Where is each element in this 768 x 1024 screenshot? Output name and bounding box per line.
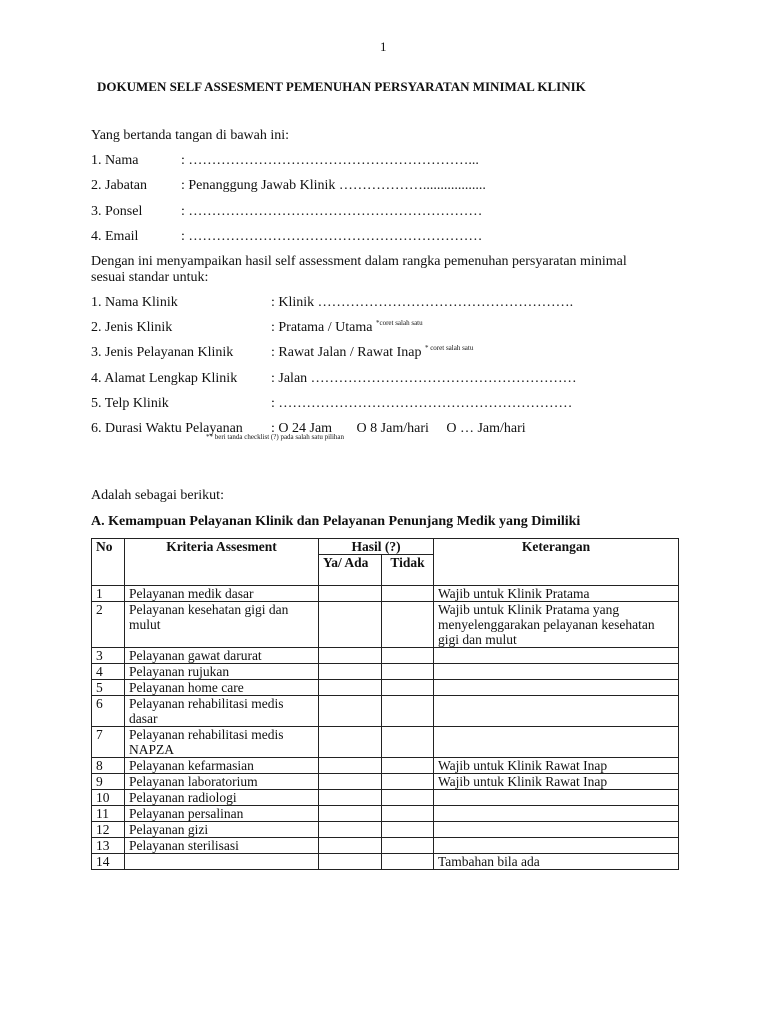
row-tidak-cell[interactable] [382,586,434,602]
table-header-row [92,539,679,555]
header-keterangan: Keterangan [434,539,679,586]
table-row [92,680,679,696]
row-kriteria: Pelayanan kesehatan gigi dan mulut [125,602,319,648]
service-type-label: 3. Jenis Pelayanan Klinik [91,345,234,360]
row-number: 5 [92,680,125,696]
document-title: DOKUMEN SELF ASSESMENT PEMENUHAN PERSYARATAN MINIMAL KLINIK [97,79,586,94]
row-kriteria: Pelayanan medik dasar [125,586,319,602]
signer-position-value: : Penanggung Jawab Klinik ……………….................. [181,178,486,193]
table-row [92,727,679,758]
row-ya-ada-cell[interactable] [319,602,382,648]
table-row [92,664,679,680]
header-tidak: Tidak [382,555,434,586]
clinic-name-label: 1. Nama Klinik [91,295,178,310]
statement-line-1: Dengan ini menyampaikan hasil self assessment dalam rangka pemenuhan persyaratan minimal [91,254,627,269]
row-kriteria: Pelayanan gizi [125,822,319,838]
checklist-note: ** beri tanda checklist (?) pada salah satu pilihan [206,433,345,441]
section-a-title: A. Kemampuan Pelayanan Klinik dan Pelayanan Penunjang Medik yang Dimiliki [91,514,581,529]
signer-email-label: 4. Email [91,229,139,244]
header-kriteria: Kriteria Assesment [125,539,319,586]
row-number: 12 [92,822,125,838]
row-ya-ada-cell[interactable] [319,822,382,838]
row-number: 14 [92,854,125,870]
row-tidak-cell[interactable] [382,758,434,774]
row-keterangan: Wajib untuk Klinik Rawat Inap [434,774,679,790]
row-number: 8 [92,758,125,774]
row-ya-ada-cell[interactable] [319,758,382,774]
row-kriteria: Pelayanan radiologi [125,790,319,806]
row-tidak-cell[interactable] [382,822,434,838]
row-number: 11 [92,806,125,822]
row-ya-ada-cell[interactable] [319,664,382,680]
row-keterangan [434,648,679,664]
row-keterangan [434,806,679,822]
row-keterangan: Wajib untuk Klinik Pratama yang menyelenggarakan pelayanan kesehatan gigi dan mulut [434,602,679,648]
row-ya-ada-cell[interactable] [319,774,382,790]
clinic-type-field [271,320,423,336]
clinic-type-label: 2. Jenis Klinik [91,320,173,335]
phone-label: 5. Telp Klinik [91,396,169,411]
row-number: 13 [92,838,125,854]
assessment-table [91,538,679,870]
row-ya-ada-cell[interactable] [319,854,382,870]
row-kriteria: Pelayanan persalinan [125,806,319,822]
row-tidak-cell[interactable] [382,727,434,758]
row-number: 4 [92,664,125,680]
row-kriteria: Pelayanan sterilisasi [125,838,319,854]
intro-text: Yang bertanda tangan di bawah ini: [91,128,290,143]
table-row [92,806,679,822]
phone-value: : ……………………………………………………… [271,396,573,411]
row-kriteria: Pelayanan home care [125,680,319,696]
row-kriteria: Pelayanan rujukan [125,664,319,680]
statement-line-2: sesuai standar untuk: [91,270,209,285]
signer-phone-value: : ……………………………………………………… [181,204,483,219]
signer-name-value: : ……………………………………………………... [181,153,479,168]
row-keterangan [434,822,679,838]
row-ya-ada-cell[interactable] [319,586,382,602]
row-kriteria: Pelayanan rehabilitasi medis dasar [125,696,319,727]
row-keterangan: Tambahan bila ada [434,854,679,870]
row-keterangan [434,838,679,854]
service-type-note: * coret salah satu [424,344,474,352]
table-row [92,774,679,790]
row-tidak-cell[interactable] [382,838,434,854]
row-tidak-cell[interactable] [382,664,434,680]
row-ya-ada-cell[interactable] [319,838,382,854]
row-ya-ada-cell[interactable] [319,727,382,758]
signer-position-label: 2. Jabatan [91,178,147,193]
header-ya-ada: Ya/ Ada [319,555,382,586]
clinic-type-note: *coret salah satu [375,319,423,327]
row-keterangan [434,680,679,696]
row-kriteria: Pelayanan gawat darurat [125,648,319,664]
page-number: 1 [380,39,387,54]
row-tidak-cell[interactable] [382,648,434,664]
table-row [92,602,679,648]
lead-text: Adalah sebagai berikut: [91,488,224,503]
row-number: 7 [92,727,125,758]
row-number: 2 [92,602,125,648]
row-ya-ada-cell[interactable] [319,790,382,806]
address-value: : Jalan ………………………………………………… [271,371,577,386]
row-number: 6 [92,696,125,727]
row-tidak-cell[interactable] [382,680,434,696]
row-tidak-cell[interactable] [382,854,434,870]
table-row [92,696,679,727]
row-keterangan: Wajib untuk Klinik Rawat Inap [434,758,679,774]
row-ya-ada-cell[interactable] [319,696,382,727]
table-row [92,838,679,854]
table-row [92,790,679,806]
service-type-value: : Rawat Jalan / Rawat Inap [271,345,425,360]
duration-options: : O 24 Jam O 8 Jam/hari O … Jam/hari [271,421,526,436]
header-hasil: Hasil (?) [319,539,434,555]
row-keterangan [434,696,679,727]
signer-name-label: 1. Nama [91,153,139,168]
row-tidak-cell[interactable] [382,696,434,727]
row-ya-ada-cell[interactable] [319,648,382,664]
table-body [92,586,679,870]
table-row [92,758,679,774]
clinic-name-value: : Klinik ………………………………………………. [271,295,574,310]
signer-phone-label: 3. Ponsel [91,204,143,219]
table-row [92,586,679,602]
row-kriteria: Pelayanan laboratorium [125,774,319,790]
row-kriteria [125,854,319,870]
clinic-type-value: : Pratama / Utama [271,320,376,335]
table-row [92,822,679,838]
row-number: 1 [92,586,125,602]
row-tidak-cell[interactable] [382,602,434,648]
row-keterangan: Wajib untuk Klinik Pratama [434,586,679,602]
table-row [92,648,679,664]
row-kriteria: Pelayanan kefarmasian [125,758,319,774]
address-label: 4. Alamat Lengkap Klinik [91,371,238,386]
row-number: 9 [92,774,125,790]
row-number: 3 [92,648,125,664]
table-row [92,854,679,870]
row-number: 10 [92,790,125,806]
row-keterangan [434,664,679,680]
header-no: No [92,539,125,586]
duration-label: 6. Durasi Waktu Pelayanan [91,421,243,436]
service-type-field [271,345,473,361]
row-tidak-cell[interactable] [382,774,434,790]
row-kriteria: Pelayanan rehabilitasi medis NAPZA [125,727,319,758]
row-keterangan [434,790,679,806]
row-tidak-cell[interactable] [382,806,434,822]
row-tidak-cell[interactable] [382,790,434,806]
row-ya-ada-cell[interactable] [319,806,382,822]
row-ya-ada-cell[interactable] [319,680,382,696]
row-keterangan [434,727,679,758]
signer-email-value: : ……………………………………………………… [181,229,483,244]
